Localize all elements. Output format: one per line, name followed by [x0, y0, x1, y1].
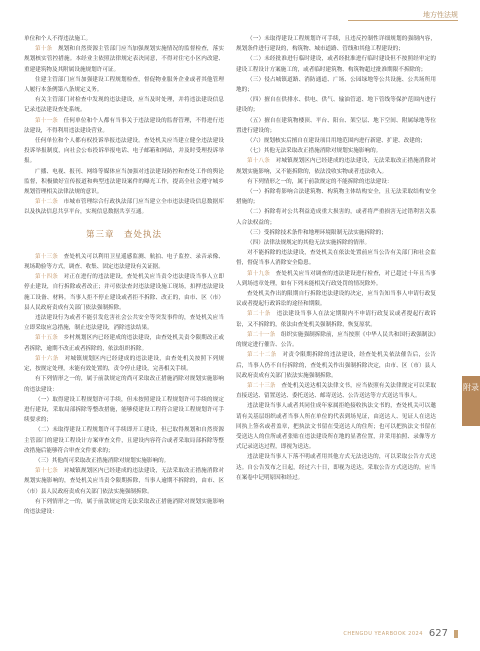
article-11: [24, 116, 224, 136]
article-20: [236, 309, 436, 329]
article-16: [24, 354, 224, 374]
article-number: 第十一条: [35, 117, 58, 124]
paragraph: 广播、电视、报刊、网络等媒体应当加强对违法建设防控和查处工作的舆论监督，积极做好宣传报道和典型违法建设案件的曝光工作，提高全社会遵守城乡规划管理相关法律法规的意识。: [24, 168, 224, 196]
header-title: 地方性法规: [423, 11, 458, 19]
article-22: [236, 350, 436, 381]
article-text: 对正在进行的违法建设，查处机关应当责令违法建设当事人立即停止建设，自行拆除或者改正；并可依法查封违法建设施工现场，扣押违法建设施工设备、材料。当事人拒不停止建设或者拒不拆除、改正的，由市、区（市）县人民政府责成有关部门依法强制拆除。: [24, 274, 224, 311]
list-item: （一）拆除将影响合法建筑物、构筑物主体结构安全，且无法采取结构安全措施的；: [236, 189, 436, 206]
article-number: 第十八条: [247, 158, 270, 165]
paragraph: 有关主管部门对检查中发现的违法建设，应当及时处理，并将违法建设信息记录违法建设查处系统。: [24, 97, 224, 114]
list-item: （三）受拆除技术条件和地理环境限制无法实施拆除的；: [247, 229, 387, 236]
list-item: （二）拆除将对公共利益造成重大损害的，或者将严重损害无过错利害关系人合法权益的；: [236, 209, 436, 226]
article-number: 第十七条: [35, 468, 58, 475]
article-text: 查处机关应当对调查的违法建设进行检查，对已超过十年且当事人到场违章处理，如有下列未能相关行政处罚的情况除外。: [236, 270, 436, 287]
article-text: 对城镇规划区内已经建成的违法建设，无法采取改正措施消除对规划实施影响，又不能拆除的，依法没收实物或者违法收入。: [236, 158, 436, 175]
header-divider: [348, 20, 458, 21]
article-15: [24, 333, 224, 353]
paragraph: 违法建设行为或者不能引发危害社会公共安全等突发事件的，查处机关应当立即采取应急措施，制止违法建设，消除违法结果。: [24, 315, 224, 332]
yearbook-label: CHENGDU YEARBOOK 2024: [343, 630, 423, 637]
article-text: 违法建设当事人在法定期限内不申请行政复议或者提起行政诉讼，又不拆除的，依法由查处机关强制拆除，恢复原状。: [236, 311, 436, 328]
paragraph: 有下列情形之一的，属于前款规定的不能拆除的违法建设：: [247, 178, 393, 185]
list-item: （六）规划核实后擅自在建设项目用地范围内进行新建、扩建、改建的；: [247, 138, 427, 145]
list-item: （四）擅自在供排水、供电、供气、输油管道、地下管线等保护范围内进行建设的；: [236, 97, 436, 114]
paragraph: 有下列情形之一的，属于前款规定的尚可采取改正措施消除对规划实施影响的违法建设：: [24, 376, 224, 393]
article-text: 对城镇规划区内已经建成的违法建设，由查处机关按照下列规定，按规定处理，未能有效处置的，责令停止建设，完善相关手续。: [24, 355, 224, 373]
right-column: [236, 34, 436, 483]
paragraph: 单位和个人不得违法施工。: [24, 36, 92, 42]
article-number: 第十六条: [35, 355, 59, 362]
list-item: （二）未经批准进行临时建设，或者经批准进行临时建设但不按照经审定的建设工程设计方案施工的，或者临时建筑物、构筑物超过批准期限不拆除的；: [236, 56, 436, 73]
paragraph: 住建主管部门应当加强建设工程规划检查，督促物业服务企业或者其他管理人履行本条例第八条规定义务。: [24, 76, 224, 94]
article-text: 对城镇规划区内已经建成的违法建设，无法采取改正措施消除对规划实施影响的，查处机关应当责令限期拆除，当事人逾期不拆除的，由市、区（市）县人民政府责成有关部门依法实施强制拆除。: [24, 468, 224, 495]
article-19: [236, 269, 436, 289]
list-item: （一）未取得建设工程规划许可手续，且违反控制性详细规划的强制内容，规划条件进行建设的，构筑物、城市道路、管线和其他工程建设的；: [236, 36, 436, 53]
article-17: [24, 466, 224, 497]
article-18: [236, 156, 436, 176]
list-item: （二）未取得建设工程规划许可手续即开工建设，但已取得规划和自然资源主管部门的建设工程设计方案审查文件，且建设内容符合或者采取局部拆除等整改措施后能够符合审查文件要求的；: [24, 427, 224, 454]
article-number: 第十四条: [35, 274, 58, 281]
article-number: 第二十一条: [247, 331, 276, 338]
paragraph: 查处机关作出的限期自行拆除违法建设的决定，应当告知当事人申请行政复议或者提起行政诉讼的途径和期限。: [236, 291, 436, 308]
article-text: 对责令限期拆除的违法建设，经查处机关依法催告后，公告后，当事人仍不自行拆除的，查处机关作出强制拆除决定，由市、区（市）县人民政府责成有关部门依法实施强制拆除。: [236, 352, 436, 379]
list-item: （五）擅自在建筑物楼顶、平台、阳台、架空层、地下空间、附属绿地等位置进行建设的；: [236, 117, 436, 134]
article-21: [236, 330, 436, 350]
page-number: 627: [428, 628, 448, 639]
page-marker-icon: [454, 630, 458, 638]
article-number: 第十二条: [35, 199, 58, 206]
paragraph: 任何单位和个人都有权投诉举报违法建设。查处机关应当建立健全违法建设投诉举报制度，向社会公布投诉举报电话、电子邮箱和网站，并及时受理投诉举报。: [24, 138, 224, 165]
list-item: （一）取得建设工程规划许可手续，但未按照建设工程规划许可手续的规定进行建设，采取局部拆除等整改措施，能够使建设工程符合建设工程规划许可手续要求的；: [24, 396, 224, 424]
article-13: [24, 252, 224, 272]
article-text: 任何单位和个人都有当事关于违法建设的监督管理，不得进行违法建设，不得利用违法建设营业。: [24, 117, 224, 134]
article-12: [24, 197, 224, 217]
article-number: 第十五条: [35, 335, 58, 342]
article-number: 第二十二条: [247, 352, 277, 359]
article-text: 组织实施强制拆除前，应当按照《中华人民共和国行政强制法》的规定进行催告、公告。: [236, 331, 436, 349]
page-footer: [343, 628, 458, 639]
article-text: 市城市管理综合行政执法部门应当建立全市违法建设信息数据库以及执法信息共享平台，实现信息数据共享互通。: [24, 199, 224, 216]
list-item: （三）侵占城镇道路、消防通道、广场、公园绿地等公共设施、公共场所用地的；: [236, 76, 436, 94]
article-14: [24, 272, 224, 313]
list-item: （三）其他尚可采取改正措施消除对规划实施影响的。: [35, 457, 170, 464]
paragraph: 违法建设当事人或者其同住成年家属拒绝接收执法文书的，查处机关可以邀请有关基层组织或者当事人所在单位的代表到场见证，由送达人、见证人在送达回执上签名或者盖章，把执法文书留在受送达人的住所；也可以把执法文书留在受送达人的住所或者张贴在违法建设所在地的显著位置，并采用拍照、录像等方式记录送达过程，即视为送达。: [236, 403, 436, 451]
chapter-heading: 第三章 查处执法: [85, 229, 162, 240]
paragraph: 违法建设当事人下落不明或者用其他方式无法送达的，可以采取公告方式送达。自公告发布之日起，经过六十日，即视为送达。采取公告方式送达的，应当在案卷中记明原因和经过。: [236, 454, 436, 481]
article-text: 乡村规划区内已经建成的违法建设，由查处机关责令限期改正或者拆除，逾期不改正或者拆除的，依法组织拆除。: [24, 335, 224, 352]
article-text: 查处机关可以利用卫星遥感监测、航拍、电子监控、录音录像、现场勘验等方式，调查、收集、固定违法建设有关证据。: [24, 253, 224, 271]
article-10: [24, 44, 224, 75]
article-text: 查处机关送达相关法律文书，应当依照有关法律规定可以采取直接送达、留置送达、委托送达、邮寄送达、公告送达等方式送达当事人。: [236, 382, 436, 400]
article-text: 规划和自然资源主管部门应当加强规划实施情况的监督检查，落实规划核实管控措施。本经业主依照法律规定表决同意，不得对住宅小区内改建、重建建筑物及其附属设施规划许可证。: [24, 46, 224, 73]
paragraph: 对不能拆除的违法建设，查处机关在依法处置前应当公告有关部门和社会监督，督促当事人消除安全隐患。: [236, 250, 436, 267]
article-number: 第二十条: [247, 311, 271, 318]
appendix-side-tab: 附录: [462, 376, 480, 426]
article-23: [236, 381, 436, 401]
left-column: [24, 34, 224, 517]
paragraph: 有下列情形之一的，属于前款规定的无法采取改正措施消除对规划实施影响的违法建设：: [24, 498, 224, 515]
list-item: （七）其他无法采取改正措施消除对规划实施影响的。: [247, 148, 382, 155]
list-item: （四）法律法规规定的其他无法实施拆除的情形。: [247, 240, 371, 247]
article-number: 第十条: [35, 46, 53, 53]
article-number: 第二十三条: [247, 382, 276, 389]
article-number: 第十九条: [247, 270, 270, 277]
article-number: 第十三条: [35, 253, 58, 260]
